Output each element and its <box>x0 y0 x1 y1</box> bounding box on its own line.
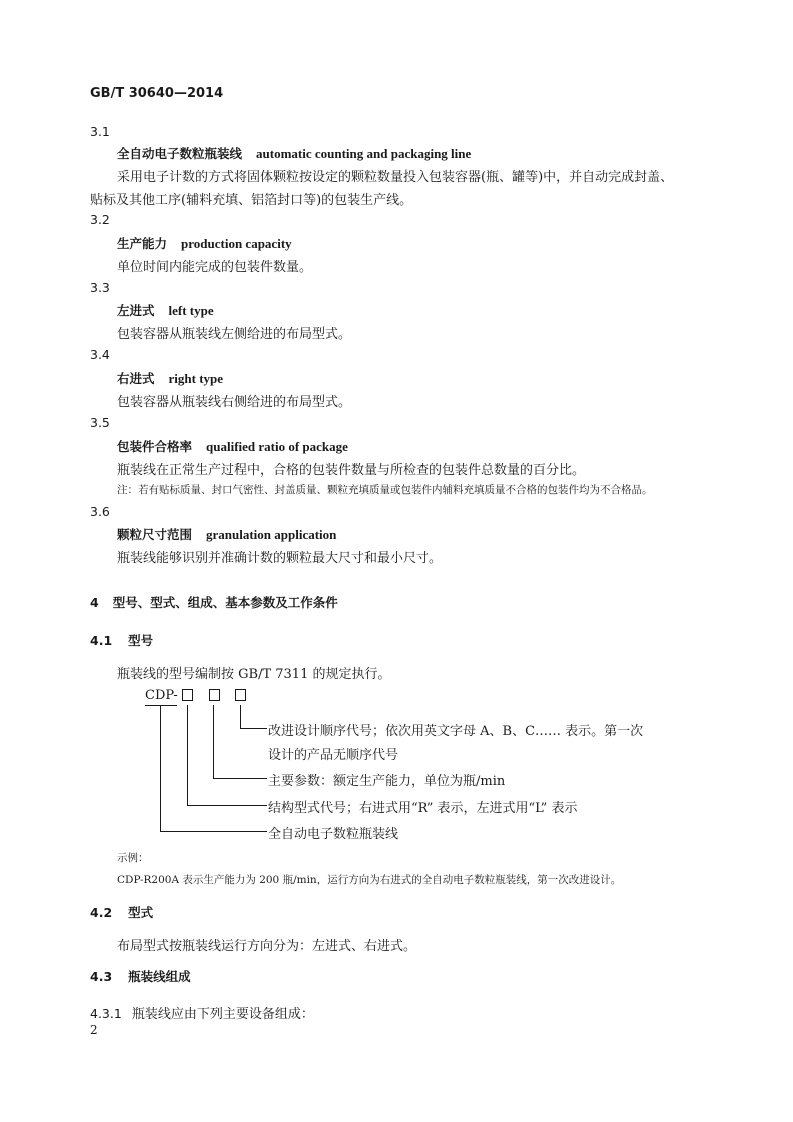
leader-line-capacity <box>213 705 214 778</box>
term-title <box>117 369 223 387</box>
placeholder-box-capacity <box>209 689 220 701</box>
term-number: 3.1 <box>90 124 110 139</box>
leader-line-revision-h <box>240 728 267 729</box>
term-zh: 包装件合格率 <box>117 439 193 454</box>
subsection-heading <box>90 631 153 649</box>
term-en: left type <box>168 303 214 318</box>
term-title <box>117 144 471 162</box>
clause-text: 瓶装线应由下列主要设备组成： <box>131 1007 314 1022</box>
section-number: 4 <box>90 595 99 610</box>
term-number: 3.3 <box>90 280 110 295</box>
paragraph: 布局型式按瓶装线运行方向分为：左进式、右进式。 <box>117 939 417 954</box>
term-zh: 颗粒尺寸范围 <box>117 527 193 542</box>
leader-line-capacity-h <box>213 778 267 779</box>
callout-revision: 改进设计顺序代号；依次用英文字母 A、B、C…… 表示。第一次 <box>268 724 644 739</box>
term-number: 3.4 <box>90 347 110 362</box>
leader-line-structure-h <box>187 805 267 806</box>
leader-line-product-h <box>160 831 267 832</box>
clause-number: 4.3.1 <box>90 1006 122 1021</box>
subsection-title: 型式 <box>128 905 154 920</box>
term-definition: 采用电子计数的方式将固体颗粒按设定的颗粒数量投入包装容器(瓶、罐等)中，并自动完成封盖、 <box>117 170 674 185</box>
subsection-number: 4.3 <box>90 969 113 984</box>
placeholder-box-revision <box>235 689 246 701</box>
callout-revision-cont: 设计的产品无顺序代号 <box>268 748 399 763</box>
leader-line-product <box>160 705 161 831</box>
section-title: 型号、型式、组成、基本参数及工作条件 <box>112 595 338 610</box>
term-en: granulation application <box>206 527 337 542</box>
leader-line-revision <box>240 705 241 728</box>
term-title <box>117 525 336 543</box>
term-definition: 单位时间内能完成的包装件数量。 <box>117 260 313 275</box>
leader-line-structure <box>187 705 188 805</box>
term-definition: 包装容器从瓶装线左侧给进的布局型式。 <box>117 327 352 342</box>
subsection-number: 4.2 <box>90 905 113 920</box>
model-prefix: CDP- <box>145 688 178 703</box>
term-number: 3.6 <box>90 504 110 519</box>
term-en: right type <box>168 371 224 386</box>
term-en: automatic counting and packaging line <box>256 146 472 161</box>
callout-structure: 结构型式代号；右进式用“R” 表示，左进式用“L” 表示 <box>268 801 578 816</box>
term-zh: 右进式 <box>117 371 155 386</box>
term-number: 3.2 <box>90 212 110 227</box>
term-en: production capacity <box>181 236 292 251</box>
callout-capacity: 主要参数：额定生产能力，单位为瓶/min <box>268 774 506 789</box>
term-note: 注：若有贴标质量、封口气密性、封盖质量、颗粒充填质量或包装件内辅料充填质量不合格的包装件均为不合格品。 <box>117 484 653 496</box>
subsection-heading <box>90 903 153 921</box>
subsection-title: 瓶装线组成 <box>128 969 191 984</box>
paragraph: 瓶装线的型号编制按 GB/T 7311 的规定执行。 <box>117 667 391 682</box>
callout-product: 全自动电子数粒瓶装线 <box>268 827 399 842</box>
subsection-number: 4.1 <box>90 633 113 648</box>
term-zh: 全自动电子数粒瓶装线 <box>117 146 243 161</box>
section-heading <box>90 593 338 611</box>
clause <box>90 1003 314 1022</box>
subsection-title: 型号 <box>128 633 154 648</box>
model-underline <box>145 705 177 706</box>
example-label: 示例： <box>117 852 149 864</box>
subsection-heading <box>90 967 191 985</box>
placeholder-box-structure <box>182 689 193 701</box>
term-title <box>117 437 348 455</box>
page-number: 2 <box>90 1023 98 1037</box>
term-definition: 瓶装线在正常生产过程中，合格的包装件数量与所检查的包装件总数量的百分比。 <box>117 463 586 478</box>
term-title <box>117 234 292 252</box>
term-zh: 生产能力 <box>117 236 168 251</box>
term-number: 3.5 <box>90 415 110 430</box>
example-text: CDP-R200A 表示生产能力为 200 瓶/min，运行方向为右进式的全自动电子数粒瓶装线，第一次改进设计。 <box>117 874 622 886</box>
term-title <box>117 301 214 319</box>
term-definition: 瓶装线能够识别并准确计数的颗粒最大尺寸和最小尺寸。 <box>117 551 443 566</box>
term-en: qualified ratio of package <box>206 439 348 454</box>
term-definition-cont: 贴标及其他工序(辅料充填、铝箔封口等)的包装生产线。 <box>90 193 413 208</box>
standard-number: GB/T 30640—2014 <box>90 86 224 101</box>
term-zh: 左进式 <box>117 303 155 318</box>
term-definition: 包装容器从瓶装线右侧给进的布局型式。 <box>117 395 352 410</box>
